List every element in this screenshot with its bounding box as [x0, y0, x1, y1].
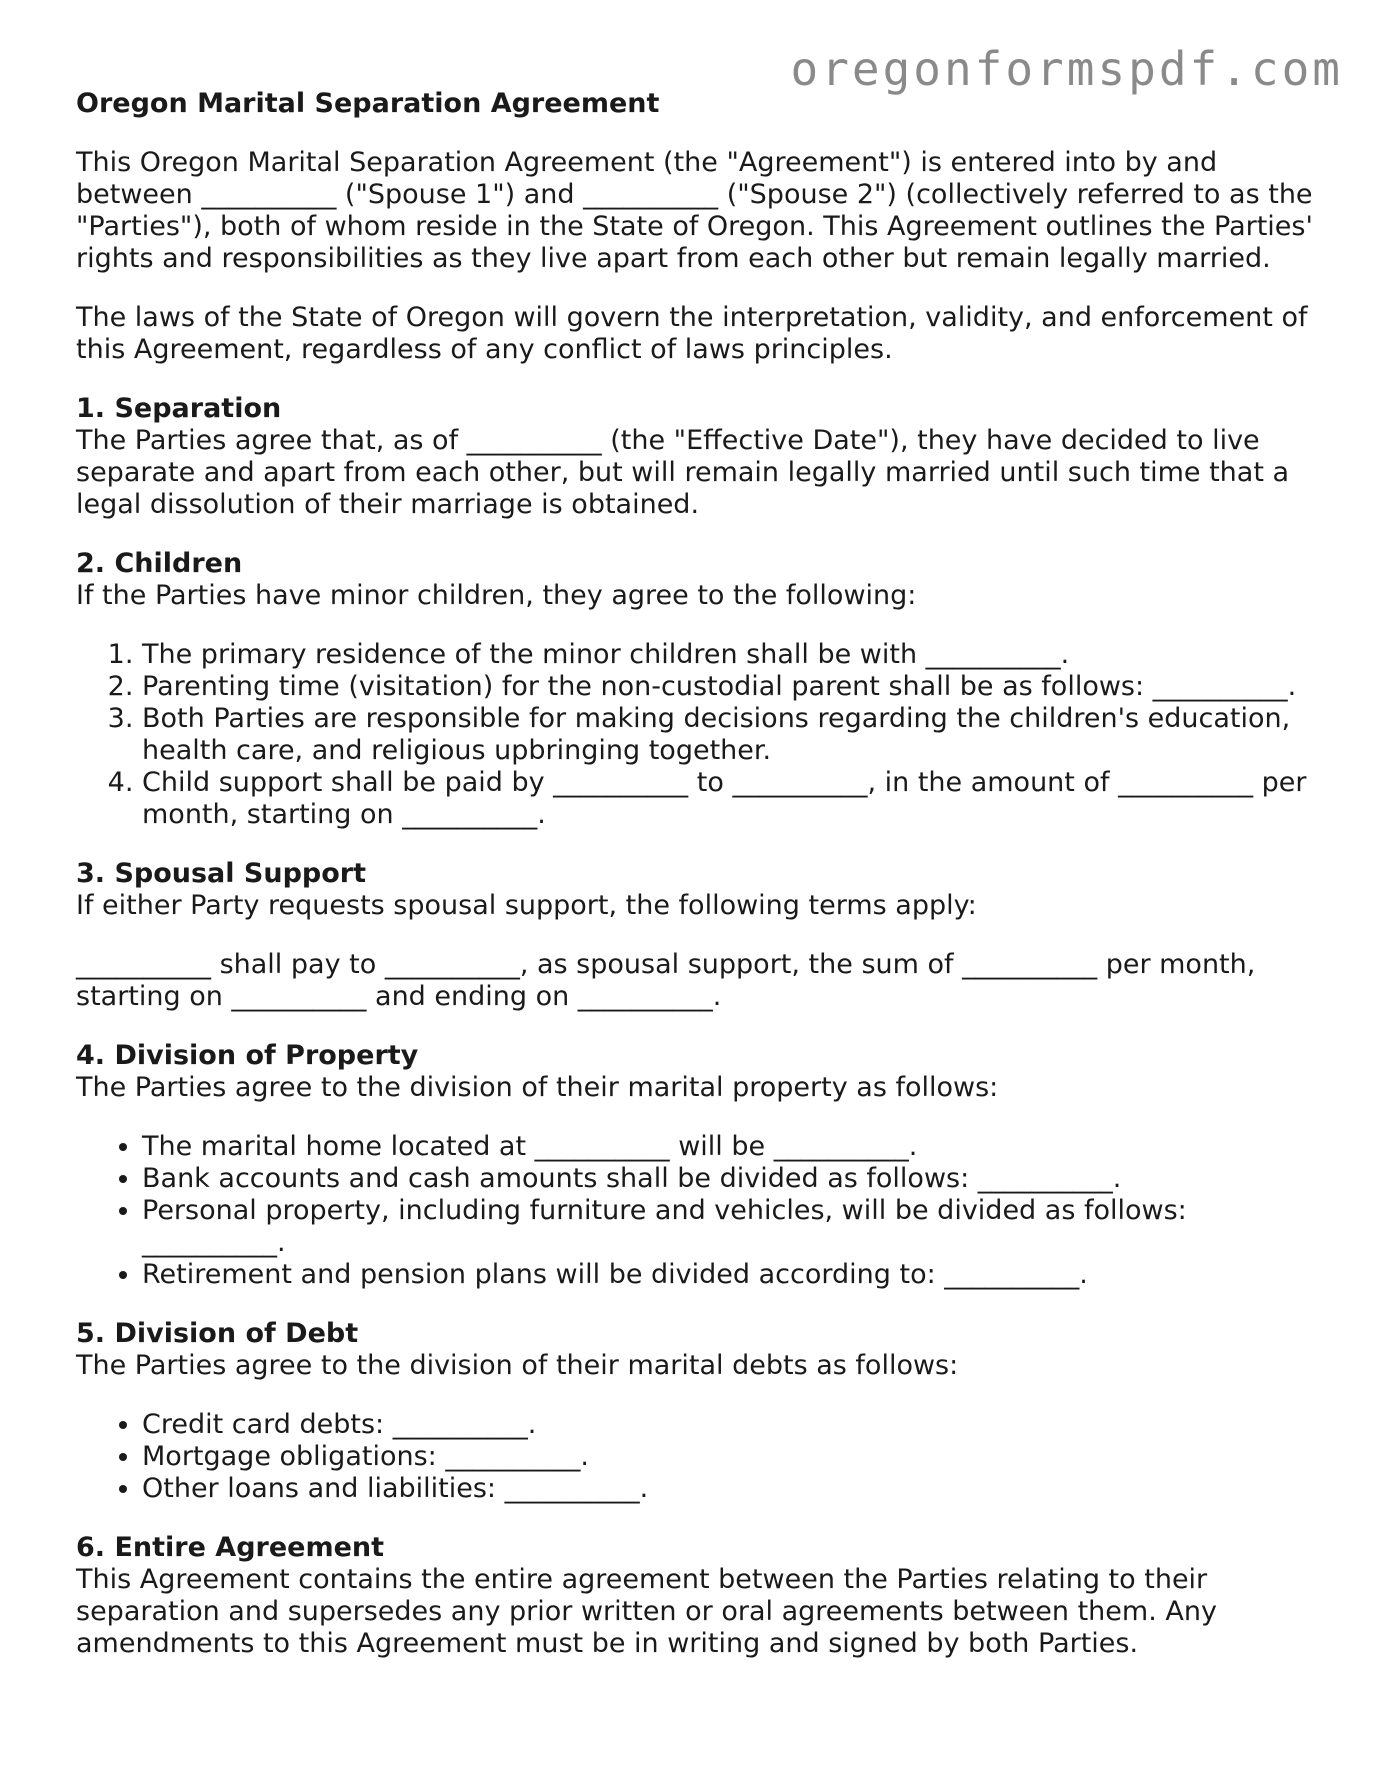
section-text: The Parties agree to the division of their marital debts as follows:	[76, 1350, 959, 1381]
list-item: • Mortgage obligations: __________.	[142, 1441, 1316, 1473]
section-text: If either Party requests spousal support, the following terms apply:	[76, 890, 977, 921]
watermark: oregonformspdf.com	[790, 42, 1343, 96]
section-heading: 1. Separation	[76, 393, 282, 424]
section-text: The Parties agree that, as of __________ (the "Effective Date"), they have decided to live separate and apart from each other, but will remain legally married until such time that a legal dissolution of their marriage is obtained.	[76, 425, 1290, 520]
section-text: This Agreement contains the entire agreement between the Parties relating to their separation and supersedes any prior written or oral agreements between them. Any amendments to this Agreement must be in writing and signed by both Parties.	[76, 1564, 1217, 1659]
section-debt	[76, 1318, 1316, 1505]
list-item: • Credit card debts: __________.	[142, 1409, 1316, 1441]
section-heading: 2. Children	[76, 548, 243, 579]
section-text: If the Parties have minor children, they agree to the following:	[76, 580, 917, 611]
section-children	[76, 548, 1316, 831]
list-item: • Personal property, including furniture and vehicles, will be divided as follows: __________.	[142, 1195, 1316, 1259]
section-spousal-support	[76, 858, 1316, 1013]
property-list	[76, 1131, 1316, 1291]
list-item: 2. Parenting time (visitation) for the non-custodial parent shall be as follows: __________.	[142, 671, 1316, 703]
list-item: 1. The primary residence of the minor children shall be with __________.	[142, 639, 1316, 671]
section-property	[76, 1040, 1316, 1291]
list-item: • Other loans and liabilities: __________.	[142, 1473, 1316, 1505]
section-heading: 3. Spousal Support	[76, 858, 367, 889]
section-separation	[76, 393, 1316, 521]
list-item: 3. Both Parties are responsible for making decisions regarding the children's education, health care, and religious upbringing together.	[142, 703, 1316, 767]
section-heading: 4. Division of Property	[76, 1040, 419, 1071]
document-body	[76, 88, 1316, 1687]
intro-paragraph: This Oregon Marital Separation Agreement (the "Agreement") is entered into by and between __________ ("Spouse 1") and __________ ("Spouse 2") (collectively referred to as the "Parties"), both of whom reside in the State of Oregon. This Agreement outlines the Parties' rights and responsibilities as they live apart from each other but remain legally married.	[76, 147, 1313, 274]
debt-list	[76, 1409, 1316, 1505]
list-item: • Bank accounts and cash amounts shall be divided as follows: __________.	[142, 1163, 1316, 1195]
children-list	[76, 639, 1316, 831]
document-title: Oregon Marital Separation Agreement	[76, 88, 660, 119]
section-heading: 5. Division of Debt	[76, 1318, 359, 1349]
list-item: • Retirement and pension plans will be divided according to: __________.	[142, 1259, 1316, 1291]
section-text: The Parties agree to the division of their marital property as follows:	[76, 1072, 999, 1103]
section-heading: 6. Entire Agreement	[76, 1532, 385, 1563]
section-entire-agreement	[76, 1532, 1316, 1660]
spousal-terms: __________ shall pay to __________, as spousal support, the sum of __________ per month, starting on __________ and ending on __________.	[76, 949, 1256, 1012]
governing-law-paragraph: The laws of the State of Oregon will govern the interpretation, validity, and enforcement of this Agreement, regardless of any conflict of laws principles.	[76, 302, 1308, 365]
list-item: 4. Child support shall be paid by __________ to __________, in the amount of __________ per month, starting on __________.	[142, 767, 1316, 831]
list-item: • The marital home located at __________ will be __________.	[142, 1131, 1316, 1163]
